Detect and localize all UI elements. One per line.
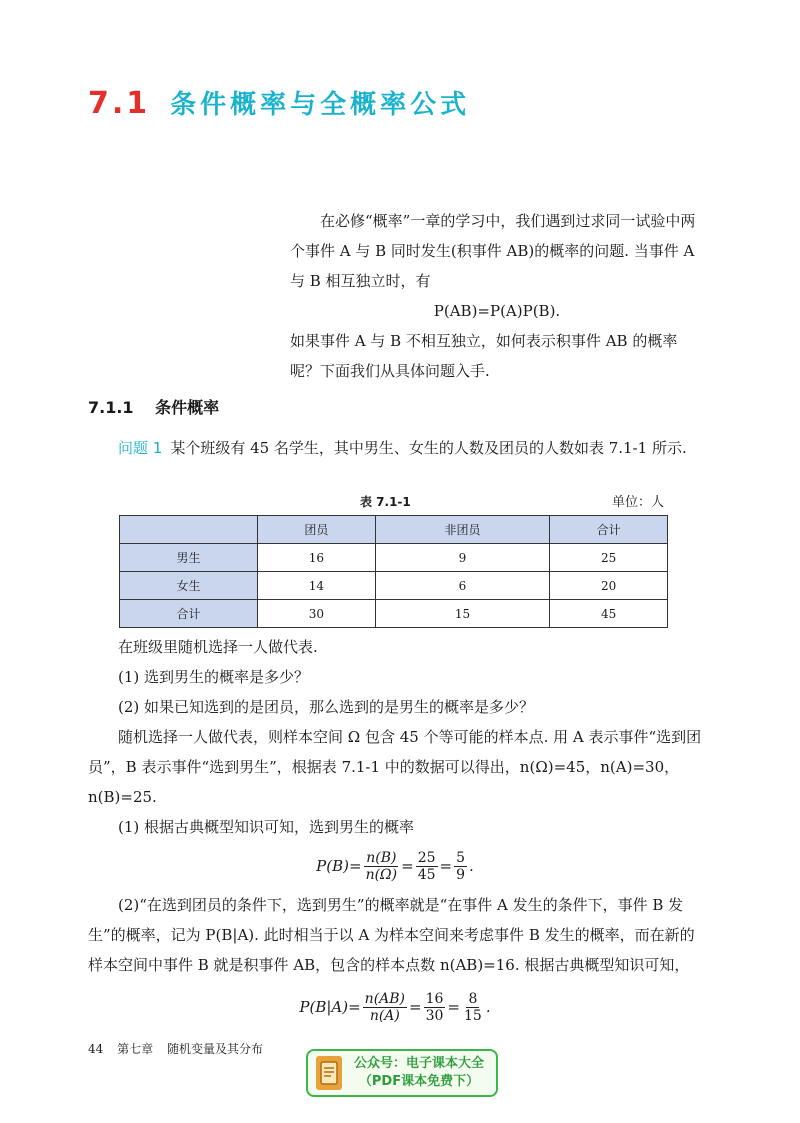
problem-label: 问题 1	[118, 439, 163, 457]
eq2-den: n(A)	[369, 1007, 400, 1024]
intro-text-2: 如果事件 A 与 B 不相互独立，如何表示积事件 AB 的概率呢？下面我们从具体问题入手.	[290, 332, 678, 380]
eq1-num: 25	[417, 849, 436, 866]
equals-sign: =	[401, 857, 414, 875]
eq2-end: .	[485, 998, 491, 1016]
table-cell: 15	[375, 600, 549, 628]
table-cell: 25	[550, 544, 668, 572]
table-cell: 20	[550, 572, 668, 600]
badge-line-1: 公众号：电子课本大全	[353, 1056, 484, 1071]
equals-sign: =	[447, 998, 460, 1016]
eq1-den: 9	[456, 866, 466, 883]
badge-text	[342, 1055, 496, 1091]
eq1-den: n(Ω)	[365, 866, 398, 883]
table-row	[120, 572, 668, 600]
table-cell: 6	[375, 572, 549, 600]
book-icon	[316, 1056, 342, 1090]
table-row	[120, 600, 668, 628]
table-corner-cell	[120, 516, 258, 544]
eq1-num: 5	[456, 849, 466, 866]
problem-block	[88, 433, 702, 463]
eq1-fraction	[364, 850, 400, 883]
answer-2: (2)“在选到团员的条件下，选到男生”的概率就是“在事件 A 发生的条件下，事件 B 发生”的概率，记为 P(B|A). 此时相当于以 A 为样本空间来考虑事件 B 发生的概率，而在新的样本空间中事件 B 就是积事件 AB，包含的样本点数 n(AB)=16. 根据古典概型知识可知，	[88, 896, 695, 974]
table-header-cell: 非团员	[375, 516, 549, 544]
chapter-title-text: 条件概率与全概率公式	[170, 90, 471, 120]
question-2: (2) 如果已知选到的是团员，那么选到的是男生的概率是多少？	[118, 698, 535, 716]
eq2-den: 15	[464, 1007, 482, 1024]
intro-formula: P(AB)=P(A)P(B).	[433, 302, 561, 320]
table-cell: 16	[258, 544, 376, 572]
eq2-num: 16	[425, 990, 444, 1007]
equals-sign: =	[439, 857, 453, 875]
eq2-den: 30	[425, 1007, 444, 1024]
page-number: 44	[88, 1042, 104, 1056]
eq2-num: 8	[468, 990, 478, 1007]
footer-chapter: 第七章	[117, 1042, 154, 1056]
eq2-num: n(AB)	[364, 990, 406, 1007]
table-cell: 45	[550, 600, 668, 628]
table-row-label: 男生	[120, 544, 258, 572]
table-cell: 30	[258, 600, 376, 628]
table-header-row	[120, 516, 668, 544]
table-header-cell: 合计	[550, 516, 668, 544]
eq1-fraction	[454, 850, 467, 883]
eq1-lhs: P(B)=	[316, 857, 362, 875]
page-footer	[88, 1040, 273, 1057]
eq2-lhs: P(B|A)=	[299, 998, 361, 1016]
data-table	[119, 515, 668, 628]
table-row	[120, 544, 668, 572]
problem-text: 某个班级有 45 名学生，其中男生、女生的人数及团员的人数如表 7.1-1 所示.	[170, 439, 687, 457]
eq1-end: .	[469, 857, 474, 875]
answer-1: (1) 根据古典概型知识可知，选到男生的概率	[118, 818, 415, 836]
table-unit: 单位：人	[612, 495, 665, 510]
table-caption: 表 7.1-1	[360, 495, 411, 509]
section-heading	[88, 395, 235, 418]
section-number: 7.1.1	[88, 398, 134, 417]
body-paragraph: 在班级里随机选择一人做代表.	[118, 638, 318, 656]
chapter-number: 7.1	[88, 86, 151, 121]
question-1: (1) 选到男生的概率是多少？	[118, 668, 310, 686]
body-block	[88, 632, 702, 1034]
section-title: 条件概率	[155, 398, 220, 417]
chapter-title	[88, 84, 470, 134]
eq1-num: n(B)	[366, 849, 397, 866]
watermark-badge	[306, 1049, 498, 1097]
table-row-label: 女生	[120, 572, 258, 600]
table-cell: 14	[258, 572, 376, 600]
eq2-fraction	[424, 991, 446, 1024]
equals-sign: =	[409, 998, 422, 1016]
badge-line-2: （PDF课本免费下）	[358, 1074, 480, 1089]
eq1-fraction	[416, 850, 438, 883]
table-cell: 9	[375, 544, 549, 572]
footer-chapter-name: 随机变量及其分布	[166, 1042, 263, 1056]
equation-1	[88, 842, 702, 890]
table-header-cell: 团员	[258, 516, 376, 544]
table-row-label: 合计	[120, 600, 258, 628]
intro-text-1: 在必修“概率”一章的学习中，我们遇到过求同一试验中两个事件 A 与 B 同时发生(积事件 AB)的概率的问题. 当事件 A 与 B 相互独立时，有	[290, 212, 696, 290]
intro-block	[290, 206, 704, 386]
eq1-den: 45	[417, 866, 436, 883]
eq2-fraction	[462, 991, 484, 1024]
eq2-fraction	[363, 991, 407, 1024]
equation-2	[88, 980, 702, 1034]
body-paragraph: 随机选择一人做代表，则样本空间 Ω 包含 45 个等可能的样本点. 用 A 表示事件“选到团员”，B 表示事件“选到男生”，根据表 7.1-1 中的数据可以得出，n(Ω)=45，n(A)=30，n(B)=25.	[88, 728, 702, 806]
